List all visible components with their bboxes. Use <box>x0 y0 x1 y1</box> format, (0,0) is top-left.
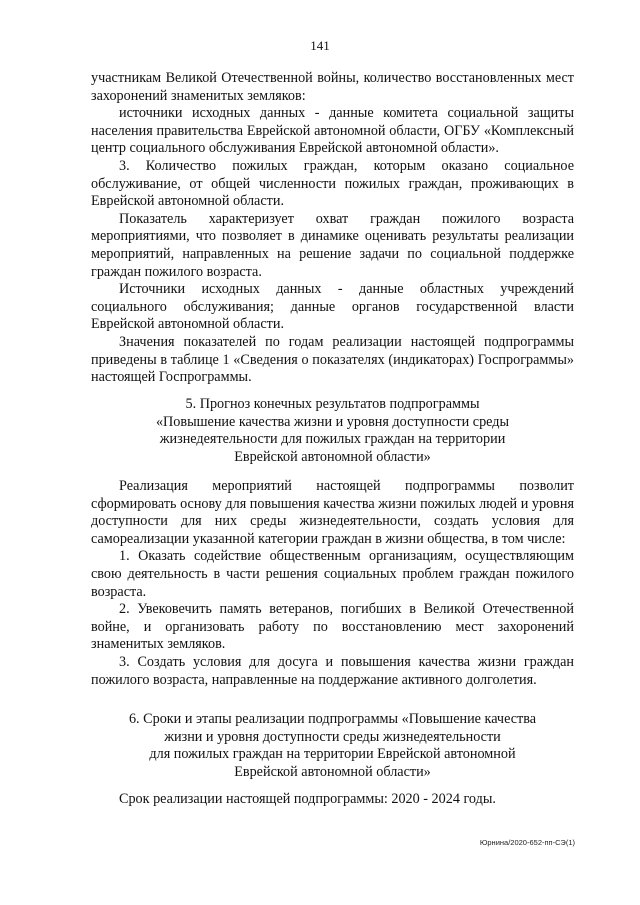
section-5-heading <box>91 396 574 466</box>
heading-line: Еврейской автономной области» <box>234 448 431 465</box>
paragraph: Показатель характеризует охват граждан пожилого возраста мероприятиями, что позволяет в динамике оценивать результаты реализации мероприятий, направленных на решение задачи по социальной поддержке граждан пожилого возраста. <box>91 210 574 280</box>
paragraph: Реализация мероприятий настоящей подпрограммы позволит сформировать основу для повышения качества жизни пожилых людей и уровня доступности для них среды жизнедеятельности, создать условия для самореализации указанной категории граждан в жизни общества, в том числе: <box>91 478 574 547</box>
heading-line: 5. Прогноз конечных результатов подпрограммы <box>185 396 480 412</box>
heading-line: жизнедеятельности для пожилых граждан на территории <box>159 431 506 448</box>
heading-line: «Повышение качества жизни и уровня доступности среды <box>155 413 510 430</box>
paragraph: Значения показателей по годам реализации настоящей подпрограммы приведены в таблице 1 «Сведения о показателях (индикаторах) Госпрограммы» настоящей Госпрограммы. <box>91 333 574 386</box>
heading-line: для пожилых граждан на территории Еврейской автономной <box>149 746 516 763</box>
document-code: Юрнина/2020-652-пп-СЭ(1) <box>479 838 575 847</box>
paragraph: источники исходных данных - данные комитета социальной защиты населения правительства Еврейской автономной области, ОГБУ «Комплексный центр социального обслуживания Еврейской автономной области». <box>91 105 574 157</box>
section-6-heading <box>91 711 574 781</box>
page-number: 141 <box>310 38 330 53</box>
heading-line: Еврейской автономной области» <box>234 763 431 780</box>
paragraph: 3. Создать условия для досуга и повышения качества жизни граждан пожилого возраста, направленные на поддержание активного долголетия. <box>91 653 574 688</box>
paragraph: 2. Увековечить память ветеранов, погибших в Великой Отечественной войне, и организовать работу по восстановлению мест захоронений знаменитых земляков. <box>91 601 574 653</box>
paragraph: Источники исходных данных - данные областных учреждений социального обслуживания; данные органов государственной власти Еврейской автономной области. <box>91 281 574 333</box>
implementation-period-section <box>91 791 574 809</box>
indicator-description-section <box>91 70 574 387</box>
expected-results-section <box>91 478 574 689</box>
heading-line: жизни и уровня доступности среды жизнедеятельности <box>164 728 501 745</box>
paragraph: участникам Великой Отечественной войны, количество восстановленных мест захоронений знаменитых земляков: <box>91 70 574 104</box>
paragraph: 1. Оказать содействие общественным организациям, осуществляющим свою деятельность в части решения социальных проблем граждан пожилого возраста. <box>91 548 574 600</box>
paragraph: Срок реализации настоящей подпрограммы: 2020 - 2024 годы. <box>119 791 496 807</box>
heading-line: 6. Сроки и этапы реализации подпрограммы «Повышение качества <box>128 711 537 727</box>
paragraph: 3. Количество пожилых граждан, которым оказано социальное обслуживание, от общей численности пожилых граждан, проживающих в Еврейской автономной области. <box>91 157 574 210</box>
